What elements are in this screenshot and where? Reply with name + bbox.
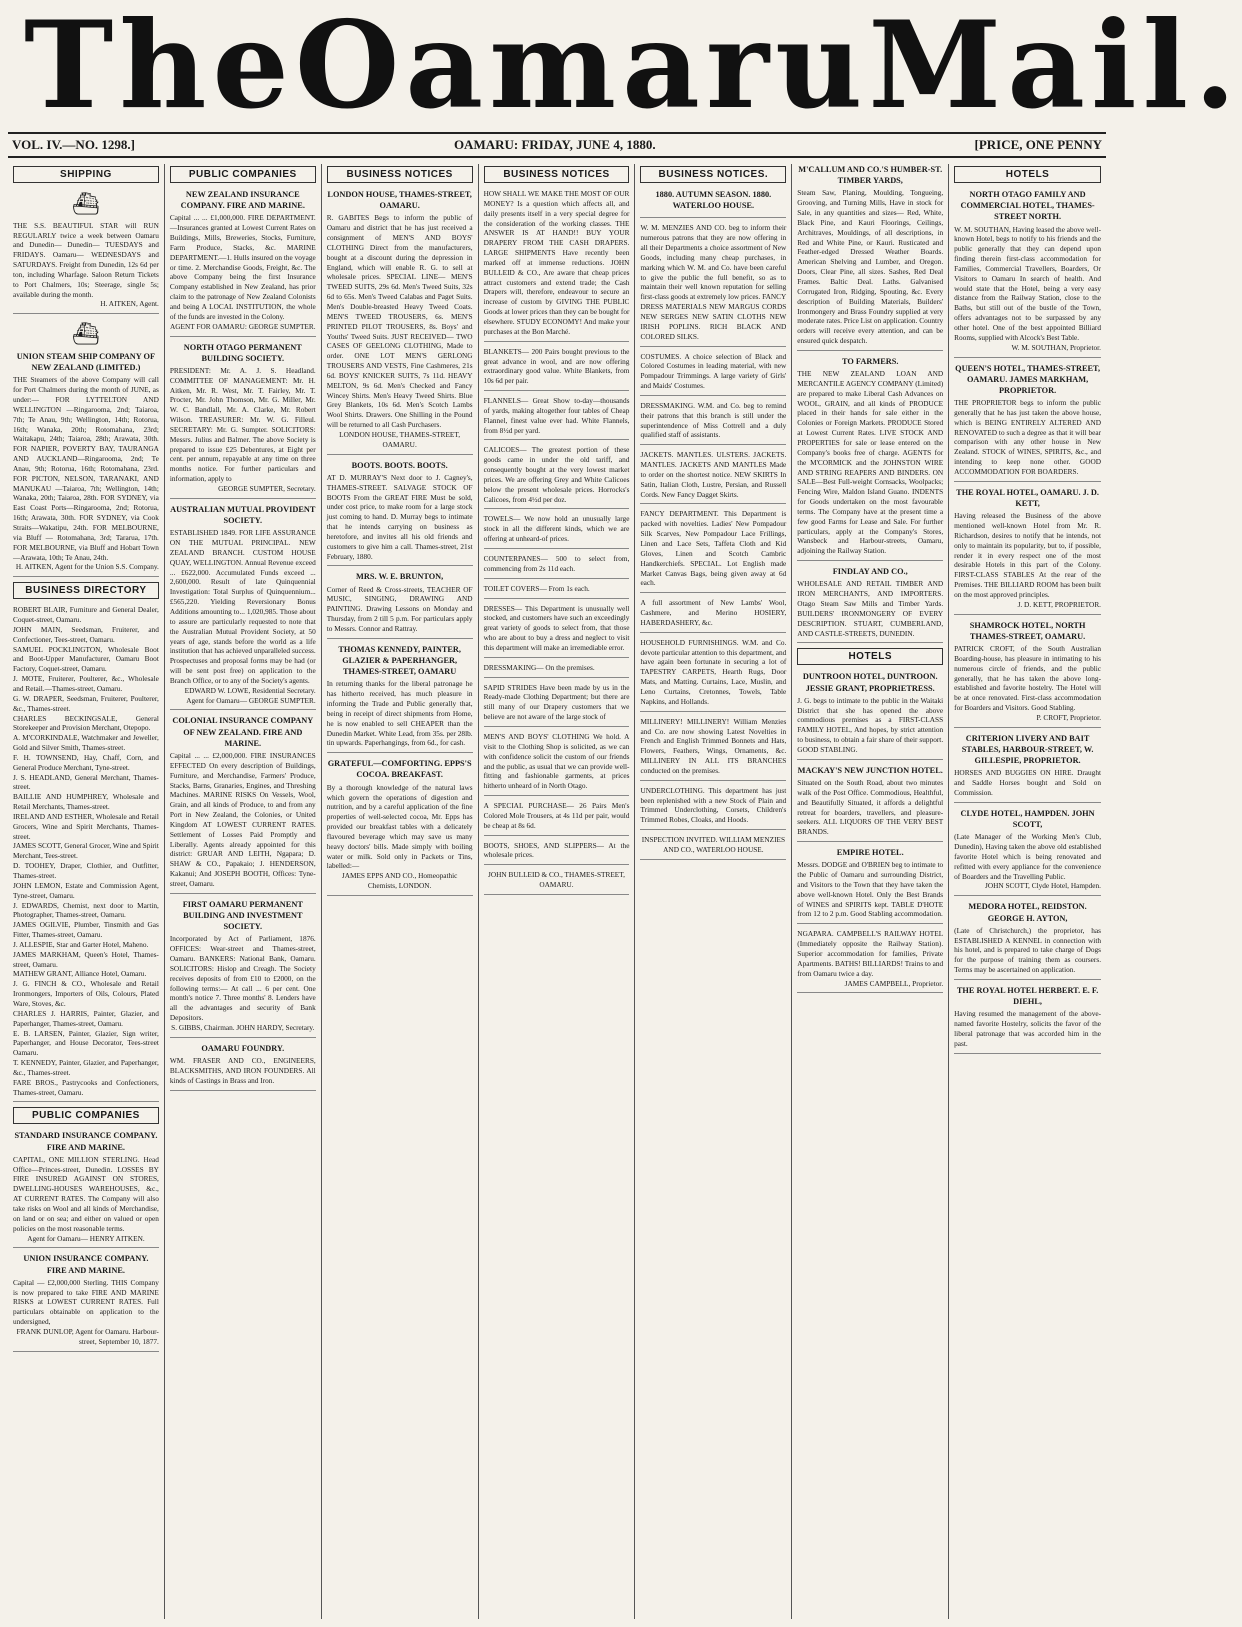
advert-clyde-hotel bbox=[954, 808, 1101, 896]
advert-menzies-signature bbox=[640, 835, 786, 860]
section-heading-public-companies: PUBLIC COMPANIES bbox=[13, 1107, 159, 1124]
directory-entry: J. S. HEADLAND, General Merchant, Thames-street. bbox=[13, 772, 159, 792]
advert-title: BOOTS. BOOTS. BOOTS. bbox=[351, 460, 448, 470]
advert-body: HOW SHALL WE MAKE THE MOST OF OUR MONEY? Is a question which affects all, and daily presents itself in a very special degree for the consideration of the working classes. THE ANSWER IS AT HAND!! BUY YOUR DRAPERY FROM THE CASH DRAPERS. LARGE SHIPMENTS Have recently been marked off at immense reductions. JOHN BULLEID & CO., Are aware that cheap prices attract customers and extend trade; the Cash Drapers will, therefore, endeavour to secure an increase of custom by GIVING THE PUBLIC Goods at lower prices than they can be bought for elsewhere. STUDY ECONOMY! And make your purchases at the Bon Marché. bbox=[483, 189, 630, 336]
advert-empire-hotel bbox=[797, 847, 943, 924]
directory-entry: J. MOTE, Fruiterer, Poulterer, &c., Wholesale and Retail.—Thames-street, Oamaru. bbox=[13, 674, 159, 693]
advert-signature: JOHN SCOTT, Clyde Hotel, Hampden. bbox=[985, 881, 1102, 891]
advert-title: UNION INSURANCE COMPANY. FIRE AND MARINE. bbox=[23, 1254, 149, 1275]
advert-title: NORTH OTAGO PERMANENT BUILDING SOCIETY. bbox=[183, 342, 302, 363]
masthead-title-left: The bbox=[24, 0, 295, 136]
directory-entry: BAILLIE AND HUMPHREY, Wholesale and Retail Merchants, Thames-street. bbox=[13, 792, 159, 812]
advert-title: MEDORA HOTEL, REIDSTON. GEORGE H. AYTON, bbox=[968, 902, 1087, 923]
advert-title: FINDLAY AND CO., bbox=[832, 567, 908, 577]
advert-title: DUNTROON HOTEL, DUNTROON. JESSIE GRANT, PROPRIETRESS. bbox=[802, 672, 938, 693]
directory-entry: J. ALLESPIE, Star and Garter Hotel, Maheno. bbox=[13, 939, 149, 949]
directory-entry: A. M'CORKINDALE, Watchmaker and Jeweller, Gold and Silver Smith, Thames-street. bbox=[13, 733, 159, 753]
advert-toilet-covers bbox=[484, 584, 630, 599]
advert-duntroon-hotel bbox=[797, 671, 943, 759]
directory-entry: J. EDWARDS, Chemist, next door to Martin, Photographer, Thames-street, Oamaru. bbox=[13, 900, 159, 920]
advert-signature: EDWARD W. LOWE, Residential Secretary. Agent for Oamaru— GEORGE SUMPTER. bbox=[184, 685, 316, 705]
advert-title: CRITERION LIVERY AND BAIT STABLES, HARBOUR-STREET, W. GILLESPIE, PROPRIETOR. bbox=[961, 733, 1094, 766]
directory-entry: ROBERT BLAIR, Furniture and General Dealer, Coquet-street, Oamaru. bbox=[13, 605, 159, 625]
directory-entry: JAMES MARKHAM, Queen's Hotel, Thames-street, Oamaru. bbox=[13, 949, 159, 969]
advert-body: MEN'S AND BOYS' CLOTHING We hold. A visit to the Clothing Shop is solicited, as we can with confidence solicit the custom of our friends and the public, as usual that we can provide well-fitting and fashionable garments, at prices hitherto unheard of in North Otago. bbox=[483, 731, 630, 791]
advert-body: JACKETS. MANTLES. ULSTERS. JACKETS. MANTLES. JACKETS AND MANTLES Made to order on the shortest notice. NEW SKIRTS In Satin, Italian Cloth, Lustre, Persian, and Russell Cords. New Fancy Dagget Skirts. bbox=[640, 450, 787, 499]
advert-signature: AGENT FOR OAMARU: GEORGE SUMPTER. bbox=[169, 321, 316, 331]
advert-signature: INSPECTION INVITED. WILLIAM MENZIES AND CO., WATERLOO HOUSE. bbox=[641, 835, 786, 854]
advert-title: THOMAS KENNEDY, PAINTER, GLAZIER & PAPERHANGER, THAMES-STREET, OAMARU bbox=[338, 644, 461, 677]
column-1 bbox=[8, 164, 165, 1619]
section-heading-business-directory: BUSINESS DIRECTORY bbox=[13, 582, 159, 599]
advert-signature: S. GIBBS, Chairman. JOHN HARDY, Secretary. bbox=[171, 1022, 315, 1032]
column-6 bbox=[792, 164, 949, 1619]
advert-body: BLANKETS— 200 Pairs bought previous to the great advance in wool, and are now offering extraordinary good value. White Blankets, from 10s 6d per pair. bbox=[483, 346, 630, 386]
advert-body: WHOLESALE AND RETAIL TIMBER AND IRON MERCHANTS, AND IMPORTERS. Otago Steam Saw Mills and Timber Yards. BUILDERS' IRONMONGERY OF EVERY DESCRIPTION. STUART, CUMBERLAND, AND CASTLE-STREETS, DUNEDIN. bbox=[797, 579, 944, 638]
advert-jackets-mantles bbox=[640, 450, 786, 504]
advert-title: COLONIAL INSURANCE COMPANY OF NEW ZEALAND. FIRE AND MARINE. bbox=[172, 716, 314, 748]
directory-entry: MATHEW GRANT, Alliance Hotel, Oamaru. bbox=[13, 969, 147, 979]
advert-title: CLYDE HOTEL, HAMPDEN. JOHN SCOTT, bbox=[960, 808, 1095, 830]
advert-body: W. M. SOUTHAN, Having leased the above well-known Hotel, begs to notify to his friends and the public generally that they can depend upon finding therein first-class accommodation for Families, Commercial Travellers, Boarders, Or Visitors to Oamaru In search of health. And would state that the Hotel, being a very easy distance from the Railway Station, close to the Baths, but still out of the bustle of the Town, offers advantages not to be surpassed by any other hotel. One of the best appointed Billiard Rooms, supplied with Alcock's Best Table. bbox=[954, 224, 1102, 342]
section-heading-business-notices: BUSINESS NOTICES bbox=[484, 166, 630, 183]
advert-menzies-intro bbox=[640, 223, 786, 346]
advert-title: THE ROYAL HOTEL HERBERT. E. F. DIEHL, bbox=[956, 985, 1099, 1007]
advert-thomas-kennedy bbox=[327, 644, 473, 753]
advert-body: SAPID STRIDES Have been made by us in the Ready-made Clothing Department; but there are still many of our Drapery customers that we believe are not aware of the large stock of bbox=[483, 682, 630, 722]
advert-hosiery bbox=[640, 598, 786, 633]
advert-body: THE PROPRIETOR begs to inform the public generally that he has just taken the above house, which is BEING ENTIRELY ALTERED AND RENOVATED to such a degree as that it will bear comparison with any other house in New Zealand. STOCK of WINES, SPIRITS, &c., and intending to keep none other. GOOD ACCOMMODATION FOR BOARDERS. bbox=[954, 398, 1102, 476]
advert-title: M'CALLUM AND CO.'S HUMBER-ST. TIMBER YARDS, bbox=[798, 165, 943, 186]
advert-bulleid-signature bbox=[484, 870, 630, 895]
advert-title: MACKAY'S NEW JUNCTION HOTEL. bbox=[797, 765, 943, 775]
advert-standard-insurance bbox=[13, 1130, 159, 1248]
advert-millinery bbox=[640, 717, 786, 781]
advert-body: DRESSMAKING— On the premises. bbox=[483, 662, 595, 672]
advert-title: 1880. AUTUMN SEASON. 1880. WATERLOO HOUSE. bbox=[655, 190, 772, 211]
advert-bulleid-intro bbox=[484, 189, 630, 342]
advert-mccallum-timber bbox=[797, 164, 943, 351]
advert-royal-hotel bbox=[954, 487, 1101, 615]
advert-body: J. G. begs to intimate to the public in the Waitaki District that she has opened the above commodious premises as a FIRST-CLASS FAMILY HOTEL, And hopes, by strict attention to business, to obtain a fair share of their support. GOOD STABLING. bbox=[797, 695, 944, 754]
directory-entry: J. G. FINCH & CO., Wholesale and Retail Ironmongers, Importers of Oils, Colours, Plated Ware, Stoves, &c. bbox=[13, 979, 159, 1008]
advert-body: FANCY DEPARTMENT. This Department is packed with novelties. Ladies' New Pompadour Silk Scarves, New Pompadour Lace Frillings, Linen and Lace Sets, Taffeta Cloth and Kid Gloves, Linen and Scotch Cambric Handkerchiefs. SPECIAL. Lot English made Market Canvas Bags, being given away at 6d each. bbox=[640, 509, 787, 588]
advert-body: THE Steamers of the above Company will call for Port Chalmers during the month of JUNE, as under:— FOR LYTTELTON AND WELLINGTON —Ringarooma, 2nd; Taiaroa, 7th; Te Anau, 9th; Wellington, 14th; Rotorua, 16th; Wanaka, 20th; Rotomahana, 23rd; Waitakapu, 24th; Taiaroa, 28th; Arawata, 30th. FOR NAPIER, POVERTY BAY, TAURANGA AND AUCKLAND—Ringarooma, 2nd; Te Anau, 9th; Rotorua, 16th; Rotomahana, 23rd. FOR PICTON, NELSON, TARANAKI, AND MANUKAU —Taiaroa, 7th; Wellington, 14th; Wanaka, 20th; Taiaroa, 28th. FOR SYDNEY, via East Coast Ports—Ringarooma, 2nd; Rotorua, 16th; Arawata, 30th. FOR SYDNEY, via Cook Straits—Wakatipu, 24th. FOR MELBOURNE, via Bluff — Rotomahana, 3rd; Tararua, 17th. FOR MELBOURNE, via Bluff and Hobart Town—Arawata, 10th; Te Anau, 24th. bbox=[13, 375, 159, 562]
advert-title: THE ROYAL HOTEL, OAMARU. J. D. KETT, bbox=[956, 487, 1099, 509]
advert-signature: P. CROFT, Proprietor. bbox=[1036, 712, 1102, 722]
columns bbox=[8, 164, 1106, 1619]
advert-body: Corner of Reed & Cross-streets, TEACHER OF MUSIC, SINGING, DRAWING AND PAINTING. Drawing Lessons on Monday and Thursday, from 2 till 5 p.m. For particulars apply to Messrs. Connor and Rattray. bbox=[326, 584, 473, 633]
column-3 bbox=[322, 164, 479, 1619]
advert-queens-hotel bbox=[954, 363, 1101, 482]
advert-body: By a thorough knowledge of the natural laws which govern the operations of digestion and nutrition, and by a careful application of the fine properties of well-selected cocoa, Mr. Epps has provided our breakfast tables with a delicately flavoured beverage which may save us many heavy doctors' bills. Made simply with boiling water or milk. Sold only in Packets or Tins, labelled:— bbox=[326, 782, 473, 871]
advert-body: Steam Saw, Planing, Moulding, Tongueing, Grooving, and Turning Mills, Have in stock for Sale, in any quantities and sizes— Red, White, Black Pine, and Kauri Floorings, Ceilings, Architraves, Mouldings, of all descriptions, in Red and White Pine, or Kauri. Rusticated and Feather-edged Dressed Weather Boards. American Shelving and Lumber, and Oregon. Doors, Clear Pine, all sizes. Sashes, Red Deal Frames. Baltic Deal. Laths. Galvanised Corrugated Iron, Ridging, Spouting, &c. Every description of Building Materials, Builders' Ironmongery and Brass Foundry supplied at very moderate rates. Price List on application. Country orders will receive every attention, and can be ensured quick despatch. bbox=[797, 188, 944, 346]
advert-body: In returning thanks for the liberal patronage he has hitherto received, has much pleasure in informing the Trade and Public generally that, being in receipt of direct shipments from Home, he is now enabled to sell CHEAPER than the Dunedin Market. White Lead, from 35s. per 28lb. tin upwards. Paperhangings, from 6d., for cash. bbox=[326, 679, 473, 748]
advert-title: AUSTRALIAN MUTUAL PROVIDENT SOCIETY. bbox=[170, 504, 316, 526]
advert-title: QUEEN'S HOTEL, THAMES-STREET, OAMARU. JAMES MARKHAM, PROPRIETOR. bbox=[955, 363, 1101, 395]
advert-title: STANDARD INSURANCE COMPANY. FIRE AND MARINE. bbox=[14, 1131, 158, 1152]
column-5 bbox=[635, 164, 792, 1619]
directory-entry: JOHN LEMON, Estate and Commission Agent, Tyne-street, Oamaru. bbox=[13, 880, 159, 900]
directory-entry: JAMES OGILVIE, Plumber, Tinsmith and Gas Fitter, Thames-street, Oamaru. bbox=[13, 920, 159, 940]
advert-fancy-department bbox=[640, 509, 786, 593]
advert-body: Situated on the South Road, about two minutes walk of the Post Office. Commodious, Healthful, and Beautifully Situated, it affords a delightful retreat for boarders, travellers, and pleasure-seekers. ALL LIQUORS OF THE VERY BEST BRANDS. bbox=[797, 777, 944, 837]
advert-london-house bbox=[327, 189, 473, 455]
directory-entry: G. W. DRAPER, Seedsman, Fruiterer, Poulterer, &c., Thames-street. bbox=[13, 693, 159, 713]
advert-mens-clothing bbox=[484, 732, 630, 796]
advert-body: NGAPARA. CAMPBELL'S RAILWAY HOTEL (Immediately opposite the Railway Station). Superior accommodation for families, Private Apartments. BATHS! BILLIARDS! Trains to and from Oamaru twice a day. bbox=[797, 929, 944, 978]
section-heading-public-companies: PUBLIC COMPANIES bbox=[170, 166, 316, 183]
advert-title: NORTH OTAGO FAMILY AND COMMERCIAL HOTEL, THAMES-STREET NORTH. bbox=[960, 190, 1095, 222]
advert-signature: H. AITKEN, Agent for the Union S.S. Company. bbox=[15, 562, 159, 572]
directory-entry: CHARLES BECKINGSALE, General Storekeeper and Provision Merchant, Otepopo. bbox=[13, 713, 159, 733]
directory-entry: D. TOOHEY, Draper, Clothier, and Outfitter, Thames-street. bbox=[13, 861, 159, 880]
directory-entry: JAMES SCOTT, General Grocer, Wine and Spirit Merchant, Tees-street. bbox=[13, 841, 159, 861]
price: [PRICE, ONE PENNY bbox=[974, 137, 1102, 152]
advert-title: MRS. W. E. BRUNTON, bbox=[356, 572, 444, 582]
advert-body: ESTABLISHED 1849. FOR LIFE ASSURANCE ON THE MUTUAL PRINCIPAL. NEW ZEALAND BRANCH. CUSTOM HOUSE QUAY, WELLINGTON. Annual Revenue exceed ... £622,000. Accumulated Funds exceed ... 2,600,000. Result of late Quinquennial Investigation: Total Surplus of Quinquennium... £565,220. Yielding Reversionary Bonus Additions amounting to... 1,020,985. Those about to assure are particularly requested to note that the Australian Mutual Provident Society, at 50 years of age, stands before the world as a life institution that has achieved unparalleled success. Prospectuses and proposal forms may be had (or will be sent post free) on application to the Branch Office, or to any of the Society's agents. bbox=[169, 528, 316, 685]
advert-body: WM. FRASER AND CO., ENGINEERS, BLACKSMITHS, AND IRON FOUNDERS. All kinds of Castings in Brass and Iron. bbox=[169, 1055, 316, 1085]
advert-dressmaking bbox=[484, 663, 630, 678]
advert-to-farmers bbox=[797, 356, 943, 561]
advert-signature: Agent for Oamaru— HENRY AITKEN. bbox=[27, 1233, 145, 1243]
advert-calicoes bbox=[484, 445, 630, 509]
advert-body: UNDERCLOTHING. This department has just been replenished with a new Stock of Plain and Trimmed Underclothing, Corsets, Children's Trimmed Robes, Cloaks, and Hoods. bbox=[640, 785, 787, 825]
advert-signature: W. M. SOUTHAN, Proprietor. bbox=[1011, 342, 1102, 352]
steamship-icon: ⛴ bbox=[71, 321, 100, 347]
section-heading-hotels: HOTELS bbox=[797, 648, 943, 665]
advert-north-otago-hotel bbox=[954, 189, 1101, 358]
volume-number: VOL. IV.—NO. 1298.] bbox=[12, 137, 136, 152]
directory-entry: T. KENNEDY, Painter, Glazier, and Paperhanger, &c., Thames-street. bbox=[13, 1058, 159, 1077]
advert-body: Incorporated by Act of Parliament, 1876. OFFICES: Wear-street and Thames-street, Oamaru. BANKERS: National Bank, Oamaru. SOLICITORS: Hislop and Creagh. The Society receives deposits of from £10 to £2000, on the following terms:— At call ... 6 per cent. One month's notice 7. Three months' 8. Lenders have all the advantages and security of Bank Depositors. bbox=[169, 934, 316, 1023]
steamship-icon: ⛴ bbox=[71, 191, 100, 216]
advert-mackays-hotel bbox=[797, 765, 943, 842]
advert-body: PATRICK CROFT, of the South Australian Boarding-house, has pleasure in intimating to his numerous circle of friends, and the public generally, that he has taken the above long-established and favorite hostelry. The Hotel will be at once renovated. First-class accommodation for Boarders and Visitors. Good Stabling. bbox=[954, 644, 1102, 713]
advert-royal-hotel-herbert bbox=[954, 985, 1101, 1054]
advert-blankets bbox=[484, 347, 630, 391]
advert-signature: JAMES CAMPBELL, Proprietor. bbox=[844, 978, 944, 988]
advert-title: SHAMROCK HOTEL, NORTH THAMES-STREET, OAMARU. bbox=[969, 620, 1086, 641]
advert-body: HORSES AND BUGGIES ON HIRE. Draught and Saddle Horses bought and Sold on Commission. bbox=[954, 768, 1102, 798]
place-date: OAMARU: FRIDAY, JUNE 4, 1880. bbox=[453, 137, 656, 152]
advert-signature: JAMES EPPS AND CO., Homeopathic Chemists, LONDON. bbox=[341, 871, 458, 891]
advert-beautiful-star bbox=[13, 189, 159, 314]
advert-body: A full assortment of New Lambs' Wool, Cashmere, and Merino HOSIERY, HABERDASHERY, &c. bbox=[640, 598, 787, 627]
advert-body: Having released the Business of the above mentioned well-known Hotel from Mr. R. Richardson, desires to notify that he intends, not only to maintain its popularity, but to, if possible, render it in every respect one of the most desirable Hotels in this part of the Colony. FIRST-CLASS STABLES At the rear of the Premises. THE BILLIARD ROOM has been built on the most approved principles. bbox=[954, 511, 1102, 599]
advert-body: W. M. MENZIES AND CO. beg to inform their numerous patrons that they are now offering in all their Departments a choice assortment of New Goods, including many cheap purchases, in marking which W. M. and Co. have been careful to give the public the full benefit, so as to maintain their well known reputation for selling first-class goods at extremely low prices. FANCY DRESS MATERIALS NEW MARGUS CORDS NEW SERGES NEW SATIN CLOTHS NEW IRISH POPLINS. RICH BLACK AND COLORED SILKS. bbox=[640, 223, 787, 341]
advert-body: Having resumed the management of the above-named favorite Hostelry, solicits the favor of the liberal patronage that was accorded him in the past. bbox=[954, 1009, 1102, 1048]
advert-flannels bbox=[484, 396, 630, 440]
advert-epps-cocoa bbox=[327, 758, 473, 896]
masthead-title-right: Mail. bbox=[868, 0, 1242, 136]
advert-body: FLANNELS— Great Show to-day—thousands of yards, making altogether four tables of Cheap Flannel, finest value ever had. White Flannels, from 8½d per yard. bbox=[483, 396, 630, 435]
advert-sapid-strides bbox=[484, 683, 630, 727]
directory-entry: IRELAND AND ESTHER, Wholesale and Retail Grocers, Wine and Spirit Merchants, Thames-street. bbox=[13, 811, 159, 841]
advert-household-furnishings bbox=[640, 638, 786, 712]
advert-body: COUNTERPANES— 500 to select from, commencing from 2s 11d each. bbox=[483, 554, 630, 573]
advert-oamaru-foundry bbox=[170, 1043, 316, 1091]
advert-body: Capital ... ... £1,000,000. FIRE DEPARTMENT.—Insurances granted at Lowest Current Rates on Buildings, Mills, Breweries, Stocks, Furniture, Farm Produce, Stacks, &c. MARINE DEPARTMENT.—1. Hulls insured on the voyage or time. 2. Merchandise Goods, Freight, &c. The above Company being the first Insurance Company established in New Zealand, has prior claim to the patronage of New Zealand Colonists and being A LOCAL INSTITUTION, the whole of the funds are invested in the Colony. bbox=[169, 213, 316, 321]
advert-title: NEW ZEALAND INSURANCE COMPANY. FIRE AND MARINE. bbox=[180, 190, 305, 211]
advert-signature: JOHN BULLEID & CO., THAMES-STREET, OAMARU. bbox=[488, 870, 625, 890]
directory-entry: FARE BROS., Pastrycooks and Confectioners, Thames-street, Oamaru. bbox=[13, 1077, 159, 1097]
advert-special-purchase bbox=[484, 801, 630, 836]
advert-amp-society bbox=[170, 504, 316, 711]
advert-boots-shoes bbox=[484, 841, 630, 866]
masthead bbox=[8, 0, 1242, 136]
advert-union-insurance bbox=[13, 1253, 159, 1351]
advert-body: HOUSEHOLD FURNISHINGS. W.M. and Co. devote particular attention to this department, and have again been fortunate in securing a lot of TAPESTRY CARPETS, Hearth Rugs, Door Mats, and Matting. Curtains, Lace, Muslin, and Leno Curtains, Cretonnes, Towels, Table Napkins, and Hollands. bbox=[640, 637, 787, 706]
advert-title: TO FARMERS. bbox=[842, 356, 899, 366]
directory-entry: CHARLES J. HARRIS, Painter, Glazier, and Paperhanger, Thames-street, Oamaru. bbox=[13, 1008, 159, 1028]
advert-medora-hotel bbox=[954, 901, 1101, 980]
advert-body: DRESSES— This Department is unusually well stocked, and customers have such an exceedingly great variety of goods to select from, that those who are about to buy a dress and neglect to visit this department will make an irremediable error. bbox=[483, 603, 630, 652]
advert-body: CALICOES— The greatest portion of these goods came in under the old tariff, and consequently bought at the very lowest market prices. We are offering Grey and White Calicoes below the present wholesale prices. Horrocks's Calicoes, from 4½d per doz. bbox=[483, 445, 630, 504]
advert-title: LONDON HOUSE, THAMES-STREET, OAMARU. bbox=[327, 190, 472, 211]
advert-body: DRESSMAKING. W.M. and Co. beg to remind their patrons that this branch is still under the superintendence of Miss Cottrell and a duly qualified staff of assistants. bbox=[640, 400, 787, 440]
advert-body: PRESIDENT: Mr. A. J. S. Headland. COMMITTEE OF MANAGEMENT: Mr. H. Aitken, Mr. R. West, Mr. T. Fairley, Mr. T. Procter, Mr. John Thomson, Mr. G. Miller, Mr. W. C. Bandlall, Mr. A. Clarke, Mr. Robert Wilson. TREASURER: Mr. W. G. Filleul. SECRETARY: Mr. G. Sumpter. SOLICITORS: Messrs. Julius and Balmer. The above Society is prepared to issue £25 Debentures, at Eight per cent. per annum, repayable at any time on three months notice. For further particulars and information, apply to bbox=[169, 365, 316, 484]
directory-entry: F. H. TOWNSEND, Hay, Chaff, Corn, and General Produce Merchant, Tyne-street. bbox=[13, 752, 159, 772]
advert-title: EMPIRE HOTEL. bbox=[836, 848, 904, 858]
advert-body: THE NEW ZEALAND LOAN AND MERCANTILE AGENCY COMPANY (Limited) are prepared to make Liberal Cash Advances on WOOL, GRAIN, and all kinds of PRODUCE placed in their hands for sale either in the Colonies or Foreign Markets. PRODUCE Stored at Lowest Current Rates. LIVE STOCK AND PROPERTIES for sale or lease entered on the Company's books free of charge. AGENTS for the M'CORMICK and the JOHNSTON WIRE AND STRING REAPERS AND BINDERS. ON SALE—Best Full-weight Cornsacks, Woolpacks; Fencing Wire, Maldon Island Guano. INDENTS for Goods undertaken on the most favourable terms. The Company have at the present time a few good Farms for Lease and Sale. For further particulars, apply at the Company's Stores, Wansbeck and Harbour-streets, Oamaru, adjoining the Railway Station. bbox=[797, 369, 944, 556]
advert-title: OAMARU FOUNDRY. bbox=[201, 1043, 285, 1053]
advert-title: UNION STEAM SHIP COMPANY OF NEW ZEALAND (LIMITED.) bbox=[16, 351, 156, 373]
advert-costumes bbox=[640, 352, 786, 396]
column-4 bbox=[479, 164, 636, 1619]
advert-body: AT D. MURRAY'S Next door to J. Cagney's, THAMES-STREET. SALVAGE STOCK OF BOOTS From the GREAT FIRE Must be sold, under cost price, to make room for a large stock just coming to hand. D. Murray begs to intimate that he intends carrying on business as heretofore, and invites all his old friends and customers to give him a call. Thames-street, 21st February, 1880. bbox=[326, 472, 473, 561]
advert-shamrock-hotel bbox=[954, 620, 1101, 728]
advert-signature: GEORGE SUMPTER, Secretary. bbox=[218, 484, 316, 493]
advert-underclothing bbox=[640, 786, 786, 830]
directory-entry: E. B. LARSEN, Painter, Glazier, Sign writer, Paperhanger, and House Decorator, Tees-street Oamaru. bbox=[13, 1028, 159, 1058]
directory-list bbox=[13, 605, 159, 1102]
advert-signature: LONDON HOUSE, THAMES-STREET, OAMARU. bbox=[339, 429, 461, 449]
advert-campbells-hotel bbox=[797, 929, 943, 993]
column-7 bbox=[949, 164, 1106, 1619]
advert-body: R. GABITES Begs to inform the public of Oamaru and district that he has just received a consignment of MEN'S AND BOYS' CLOTHING Direct from the manufacturers, bought at a discount during the depression in England, which will enable R. G. to sell at wholesale prices. SPECIAL LINE— MEN'S TWEED SUITS, 29s 6d. Men's Tweed Suits, 32s 6d to 65s. Men's Tweed Calabas and Paget Suits. Men's Double-breasted Heavy Tweed Coats. MEN'S TWEED TROUSERS, 6s. MEN'S PRINTED PILOT TROUSERS, 8s. Boys' and Youths' Tweed Suits. JUST RECEIVED— TWO CASES OF GEELONG CLOTHING, Made to order. ONE LOT MEN'S GERLONG TROUSERS AND VESTS, Fine Cashmeres, 21s 6d. BOYS' KNICKER SUITS, 7s 11d. HEAVY MELTON, 9s 6d. Men's Checked and Fancy Wincey Shirts. Men's Heavy Tweed Shirts. Blue Grey Blankets, 10s 6d. Men's Scotch Lambs Wool Shirts. Drawers. One Shilling in the Pound will be returned to all Cash Purchasers. bbox=[326, 213, 473, 430]
advert-nz-insurance bbox=[170, 189, 316, 337]
directory-entry: SAMUEL POCKLINGTON, Wholesale Boot and Boot-Upper Manufacturer, Oamaru Boot Factory, Coquet-street, Oamaru. bbox=[13, 644, 159, 674]
advert-north-otago-building-society bbox=[170, 342, 316, 499]
advert-counterpanes bbox=[484, 554, 630, 579]
advert-title: FIRST OAMARU PERMANENT BUILDING AND INVESTMENT SOCIETY. bbox=[182, 899, 303, 932]
advert-brunton-music bbox=[327, 571, 473, 638]
advert-findlay bbox=[797, 566, 943, 643]
section-heading-business-notices: BUSINESS NOTICES bbox=[327, 166, 473, 183]
advert-body: BOOTS, SHOES, AND SLIPPERS— At the wholesale prices. bbox=[483, 840, 630, 860]
section-heading-business-notices: BUSINESS NOTICES. bbox=[640, 166, 786, 183]
advert-body: CAPITAL, ONE MILLION STERLING. Head Office—Princes-street, Dunedin. LOSSES BY FIRE INSURED AGAINST ON STORES, DWELLING-HOUSES WAREHOUSES, &c., AT CURRENT RATES. The Company will also take risks on Wool and all kinds of Merchandise, on land or on sea; and either on valued or open policies on the most reasonable terms. bbox=[13, 1154, 159, 1233]
advert-signature: H. AITKEN, Agent. bbox=[100, 299, 159, 309]
advert-colonial-insurance bbox=[170, 715, 316, 893]
advert-body: THE S.S. BEAUTIFUL STAR will RUN REGULARLY twice a week between Oamaru and Dunedin— Dunedin— TUESDAYS and FRIDAYS. Oamaru— WEDNESDAYS and SATURDAYS. Freight from Dunedin, 12s 6d per ton, including Wharfage. Saloon Return Tickets to Port Chalmers, 10s; Steerage, single 5s; available during the month. bbox=[13, 220, 159, 299]
advert-body: TOWELS— We now hold an unusually large stock in all the different kinds, which we are offering at unheard-of prices. bbox=[483, 514, 630, 544]
directory-entry: JOHN MAIN, Seedsman, Fruiterer, and Confectioner, Tees-street, Oamaru. bbox=[13, 624, 159, 644]
advert-first-oamaru-building-society bbox=[170, 899, 316, 1038]
section-heading-shipping: SHIPPING bbox=[13, 166, 159, 183]
advert-body: TOILET COVERS— From 1s each. bbox=[483, 583, 590, 593]
advert-dressmaking bbox=[640, 401, 786, 445]
advert-body: COSTUMES. A choice selection of Black and Colored Costumes in leading material, with new Pompadour Trimmings. A large variety of Girls' and Maids' Costumes. bbox=[640, 351, 787, 391]
advert-body: MILLINERY! MILLINERY! William Menzies and Co. are now showing Latest Novelties in French and English Trimmed Bonnets and Hats, Flowers, Feathers, Wings, Ornaments, &c. MILLINERY IN ALL ITS BRANCHES conducted on the premises. bbox=[640, 716, 787, 775]
advert-body: Capital — £2,000,000 Sterling. THIS Company is now prepared to take FIRE AND MARINE RISKS at LOWEST CURRENT RATES. Full particulars obtainable on application to the undersigned, bbox=[13, 1277, 159, 1327]
advert-towels bbox=[484, 514, 630, 549]
advert-criterion-stables bbox=[954, 733, 1101, 803]
advert-title: GRATEFUL—COMFORTING. EPPS'S COCOA. BREAKFAST. bbox=[327, 759, 472, 780]
advert-dresses bbox=[484, 604, 630, 658]
advert-union-steam-ship bbox=[13, 319, 159, 577]
advert-signature: J. D. KETT, PROPRIETOR. bbox=[1017, 599, 1102, 609]
advert-body: Messrs. DODGE and O'BRIEN beg to intimate to the Public of Oamaru and surrounding District, and Visitors to the Town that they have taken the above well-known Hotel. Only the Best Brands of WINES and SPIRITS kept. TABLE D'HOTE from 12 to 2 p.m. Good Stabling accommodation. bbox=[797, 860, 944, 919]
advert-body: Capital ... ... £2,000,000. FIRE INSURANCES EFFECTED On every description of Buildings, Furniture, and Merchandise, Farmers' Produce, Stacks, Barns, Granaries, Engines, and Threshing Machines. MARINE RISKS On Vessels, Wool, Grain, and all kinds of Produce, to and from any Port in New Zealand, the Colonies, or United Kingdom AT LOWEST CURRENT RATES. Settlement of Losses Paid Promptly and Liberally. Agents already appointed for this district: GRUAR AND LEITH, Ngapara; D. SHAW & CO., Papakaio; J. HENDERSON, Kakanui; And JOSEPH BOOTH, Offices: Tyne-street, Oamaru. bbox=[169, 750, 316, 888]
masthead-title-mid: Oamaru bbox=[294, 0, 869, 136]
advert-murray-boots bbox=[327, 460, 473, 567]
column-2 bbox=[165, 164, 322, 1619]
advert-season bbox=[640, 189, 786, 218]
advert-body: (Late Manager of the Working Men's Club, Dunedin), Having taken the above old established favorite Hotel which is being renovated and refitted with every appliance for the convenience of Boarders and the Travelling Public. bbox=[954, 832, 1102, 881]
section-heading-hotels: HOTELS bbox=[954, 166, 1101, 183]
advert-body: (Late of Christchurch,) the proprietor, has ESTABLISHED A KENNEL in connection with his hotel, and is prepared to take charge of Dogs for the purpose of training them as coursers. Terms may be ascertained on application. bbox=[954, 925, 1102, 975]
advert-signature: FRANK DUNLOP, Agent for Oamaru. Harbour-street, September 10, 1877. bbox=[16, 1326, 159, 1346]
advert-body: A SPECIAL PURCHASE— 26 Pairs Men's Colored Mole Trousers, at 4s 11d per pair, would be cheap at 8s 6d. bbox=[483, 801, 630, 830]
